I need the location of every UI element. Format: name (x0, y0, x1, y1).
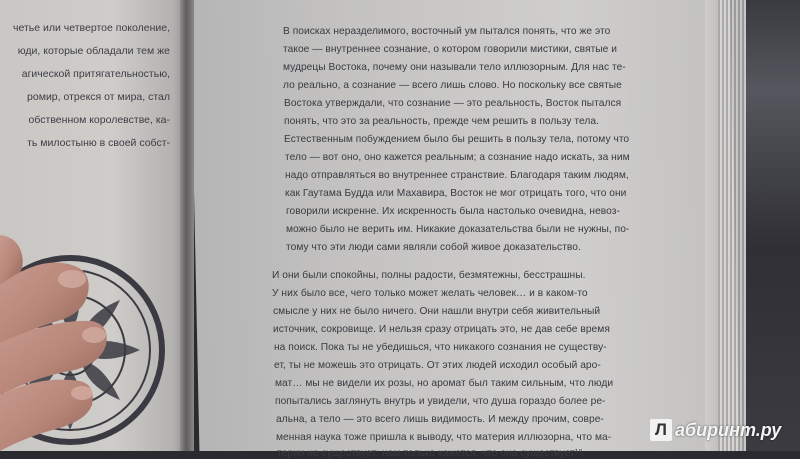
text-line: тело — вот оно, оно кажется реальным; а сознание надо искать, за ним (285, 152, 630, 163)
text-line: У них было все, чего только может желать человек… и в каком-то (272, 288, 588, 299)
left-line: четье или четвертое поколение, (13, 22, 170, 34)
left-line: агической притягательностью, (21, 68, 170, 80)
text-line: Востока утверждали, что сознание — это реальность, Восток пытался (284, 98, 622, 109)
text-line: ет, ты не можешь это отрицать. От этих людей исходил особый аро- (274, 360, 601, 371)
left-line: ромир, отрекся от мира, стал (27, 91, 170, 103)
text-line: такое — внутреннее сознание, о котором говорили мистики, святые и (283, 44, 617, 55)
left-line: ть милостыню в своей собст- (27, 137, 170, 149)
text-line: на поиск. Пока ты не убедишься, что никакого сознания не существу- (274, 342, 607, 353)
text-line: надо отправляться во внутреннее странствие. Благодаря таким людям, (285, 170, 629, 181)
text-line: И они были спокойны, полны радости, безмятежны, бесстрашны. (272, 270, 586, 281)
text-line: тому что эти люди сами являли собой живое доказательство. (286, 242, 581, 253)
text-line: В поисках неразделимого, восточный ум пытался понять, что же это (283, 26, 611, 37)
left-line: юди, которые обладали тем же (17, 45, 170, 57)
text-line: можно было не верить им. Никакие доказательства были не нужны, по- (286, 224, 630, 235)
watermark (650, 416, 790, 444)
text-line: мат… мы не видели их розы, но аромат был таким сильным, что люди (275, 378, 614, 389)
text-line: смысле у них не было ничего. Они нашли внутри себя живительный (273, 306, 601, 317)
text-line: альна, а тело — это всего лишь видимость. И между прочим, совре- (276, 414, 604, 425)
hand-holding-book (0, 235, 140, 451)
text-line: мудрецы Востока, почему они называли тело иллюзорным. Для нас те- (283, 62, 626, 73)
text-line: менная наука тоже пришла к выводу, что материя иллюзорна, что ма- (276, 432, 612, 443)
labirint-logo-icon: Л (650, 419, 672, 441)
text-line: источник, сокровище. И нельзя сразу отрицать это, не дав себе время (273, 324, 610, 335)
text-line: попытались заглянуть внутрь и увидели, что душа гораздо более ре- (275, 396, 606, 407)
text-line: говорили искренне. Их искренность была настолько очевидна, невоз- (286, 206, 620, 217)
text-line: понять, что это за реальность, прежде чем решить в пользу тела. (284, 116, 599, 127)
text-line: как Гаутама Будда или Махавира, Восток не мог отрицать того, что они (285, 188, 627, 199)
text-line: ло реально, а сознание — всего лишь слово. Но поскольку все святые (283, 80, 622, 91)
left-line: обственном королевстве, ка- (28, 114, 170, 126)
text-line: Естественным побуждением было бы решить в пользу тела, потому что (284, 134, 630, 145)
text-line: терии не существует; нам только кажется, что она существует¹⁹. (277, 448, 586, 459)
watermark-text: абиринт.ру (675, 419, 782, 440)
